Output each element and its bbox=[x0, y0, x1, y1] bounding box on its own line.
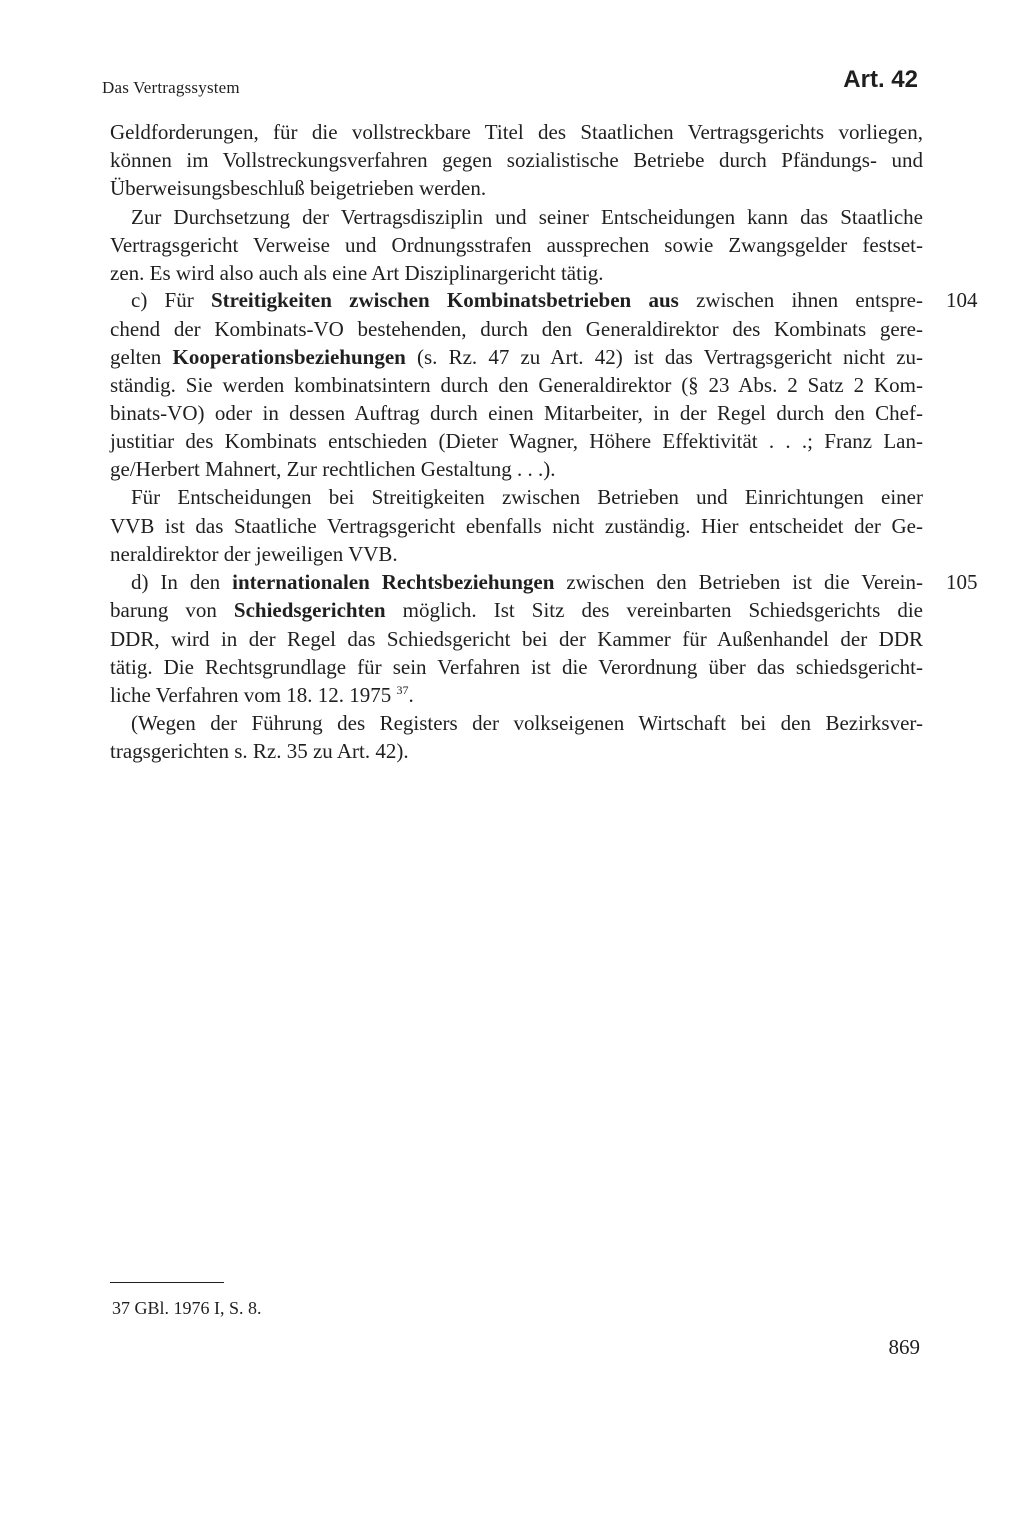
line-text: d) In den bbox=[131, 570, 221, 594]
body-line: tätig. Die Rechtsgrundlage für sein Verfahren ist die Verordnung über das schiedsgericht- bbox=[110, 655, 923, 679]
body-line: Vertragsgericht Verweise und Ordnungsstrafen aussprechen sowie Zwangsgelder festset- bbox=[110, 233, 923, 257]
line-text: (s. Rz. 47 zu Art. 42) ist das Vertragsgericht nicht zu- bbox=[417, 345, 924, 369]
body-line bbox=[110, 595, 923, 625]
body-line: binats-VO) oder in dessen Auftrag durch einen Mitarbeiter, in der Regel durch den Chef- bbox=[110, 401, 923, 425]
running-head: Das Vertragssystem bbox=[102, 78, 240, 97]
margin-number: 105 bbox=[946, 570, 978, 594]
bold-term: Kooperationsbeziehungen bbox=[172, 345, 406, 369]
body-line: ständig. Sie werden kombinatsintern durch den Generaldirektor (§ 23 Abs. 2 Satz 2 Kom- bbox=[110, 373, 923, 397]
line-text: liche Verfahren vom 18. 12. 1975 bbox=[110, 683, 392, 707]
body-line: VVB ist das Staatliche Vertragsgericht ebenfalls nicht zuständig. Hier entscheidet der Ge- bbox=[110, 514, 923, 538]
line-text: c) Für bbox=[131, 288, 194, 312]
line-text: . bbox=[408, 683, 414, 707]
body-line: Für Entscheidungen bei Streitigkeiten zwischen Betrieben und Einrichtungen einer bbox=[131, 485, 923, 509]
bold-term: Schiedsgerichten bbox=[233, 598, 386, 622]
footnote: 37 GBl. 1976 I, S. 8. bbox=[112, 1298, 262, 1318]
body-line: DDR, wird in der Regel das Schiedsgericht bei der Kammer für Außenhandel der DDR bbox=[110, 627, 923, 651]
body-line: Zur Durchsetzung der Vertragsdisziplin und seiner Entscheidungen kann das Staatliche bbox=[131, 205, 923, 229]
page-number: 869 bbox=[888, 1335, 920, 1359]
bold-term: internationalen Rechtsbeziehungen bbox=[232, 570, 555, 594]
body-line bbox=[110, 342, 923, 372]
body-line: können im Vollstreckungsverfahren gegen sozialistische Betriebe durch Pfändungs- und bbox=[110, 148, 923, 172]
line-text: gelten bbox=[110, 345, 162, 369]
body-line: zen. Es wird also auch als eine Art Disziplinargericht tätig. bbox=[110, 261, 604, 285]
body-line: ge/Herbert Mahnert, Zur rechtlichen Gestaltung . . .). bbox=[110, 457, 556, 481]
line-text: barung von bbox=[110, 598, 217, 622]
body-line bbox=[131, 567, 923, 597]
line-text: möglich. Ist Sitz des vereinbarten Schiedsgerichts die bbox=[402, 598, 923, 622]
body-line: neraldirektor der jeweiligen VVB. bbox=[110, 542, 398, 566]
footnote-ref[interactable]: 37 bbox=[396, 683, 409, 697]
body-line: tragsgerichten s. Rz. 35 zu Art. 42). bbox=[110, 739, 409, 763]
margin-number: 104 bbox=[946, 288, 978, 312]
body-line: (Wegen der Führung des Registers der volkseigenen Wirtschaft bei den Bezirksver- bbox=[131, 711, 923, 735]
line-text: zwischen ihnen entspre- bbox=[696, 288, 923, 312]
footnote-rule bbox=[110, 1282, 224, 1283]
body-line: Geldforderungen, für die vollstreckbare Titel des Staatlichen Vertragsgerichts vorliegen, bbox=[110, 120, 923, 144]
body-line bbox=[131, 285, 923, 315]
body-line: chend der Kombinats-VO bestehenden, durch den Generaldirektor des Kombinats gere- bbox=[110, 317, 923, 341]
body-line: justitiar des Kombinats entschieden (Dieter Wagner, Höhere Effektivität . . .; Franz Lan- bbox=[110, 429, 923, 453]
bold-term: Streitigkeiten zwischen Kombinatsbetrieben aus bbox=[210, 288, 679, 312]
line-text: zwischen den Betrieben ist die Verein- bbox=[566, 570, 924, 594]
article-label: Art. 42 bbox=[843, 66, 918, 93]
body-line bbox=[110, 680, 414, 710]
body-line: Überweisungsbeschluß beigetrieben werden. bbox=[110, 176, 487, 200]
